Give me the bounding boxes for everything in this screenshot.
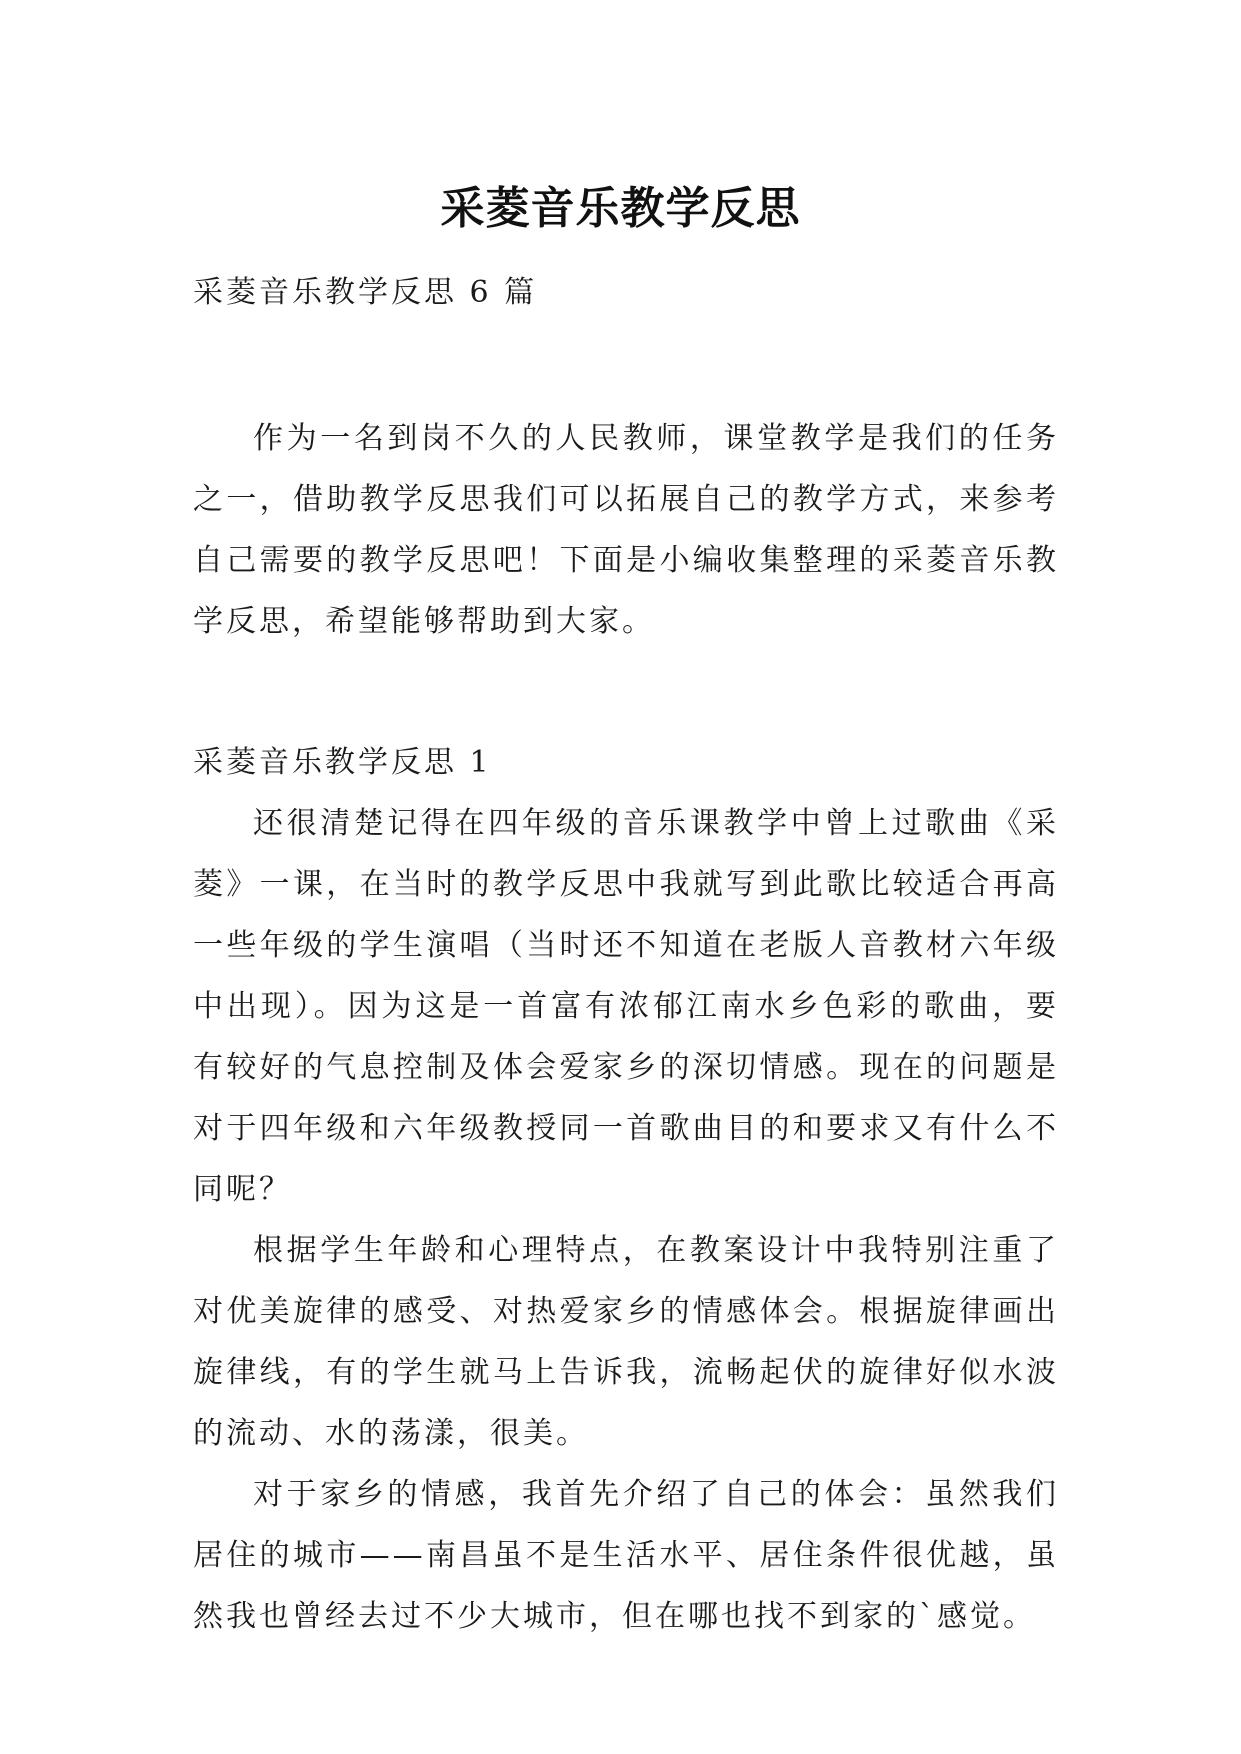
document-body	[193, 262, 1059, 1647]
body-paragraph: 对于家乡的情感，我首先介绍了自己的体会：虽然我们居住的城市——南昌虽不是生活水平、居住条件很优越，虽然我也曾经去过不少大城市，但在哪也找不到家的`感觉。	[193, 1477, 1059, 1634]
document-subtitle: 采菱音乐教学反思 6 篇	[193, 275, 538, 310]
body-paragraph: 还很清楚记得在四年级的音乐课教学中曾上过歌曲《采菱》一课，在当时的教学反思中我就写到此歌比较适合再高一些年级的学生演唱（当时还不知道在老版人音教材六年级中出现）。因为这是一首富有浓郁江南水乡色彩的歌曲，要有较好的气息控制及体会爱家乡的深切情感。现在的问题是对于四年级和六年级教授同一首歌曲目的和要求又有什么不同呢？	[193, 806, 1059, 1207]
document-title: 采菱音乐教学反思	[440, 183, 801, 235]
intro-paragraph: 作为一名到岗不久的人民教师，课堂教学是我们的任务之一，借助教学反思我们可以拓展自己的教学方式，来参考自己需要的教学反思吧！下面是小编收集整理的采菱音乐教学反思，希望能够帮助到大家。	[193, 421, 1059, 639]
body-paragraph: 根据学生年龄和心理特点，在教案设计中我特别注重了对优美旋律的感受、对热爱家乡的情感体会。根据旋律画出旋律线，有的学生就马上告诉我，流畅起伏的旋律好似水波的流动、水的荡漾，很美。	[193, 1233, 1059, 1451]
section-heading: 采菱音乐教学反思 1	[193, 745, 492, 780]
